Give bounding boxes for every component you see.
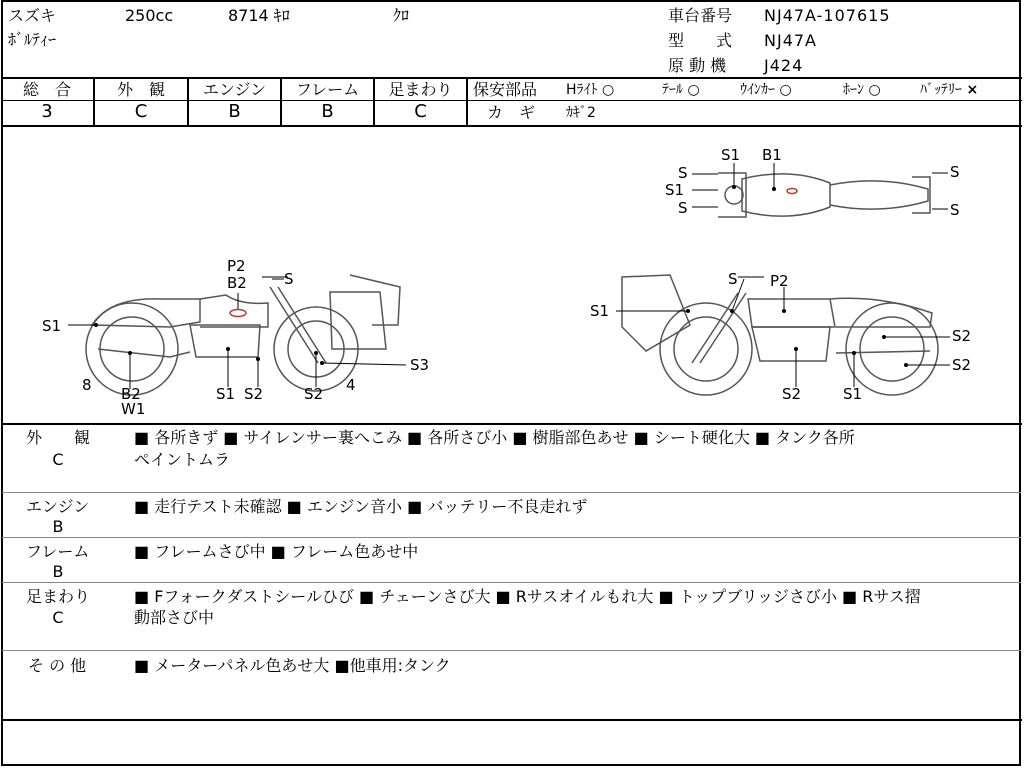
label-r-s: S bbox=[728, 270, 738, 288]
label-s1-low: S1 bbox=[216, 385, 236, 403]
grade-label-overall: 総 合 bbox=[22, 80, 71, 99]
label-s: S bbox=[284, 270, 294, 288]
label-r-s1-low: S1 bbox=[843, 385, 863, 403]
frame-no: NJ47A-107615 bbox=[764, 6, 891, 25]
remark-text-suspension-2: 動部さび中 bbox=[134, 608, 215, 627]
divider bbox=[1, 423, 1022, 425]
label-t-s-b: S bbox=[678, 199, 688, 217]
divider bbox=[2, 650, 1021, 651]
grade-value-engine: B bbox=[228, 101, 241, 122]
safety-winker: ｳｲﾝｶｰ ○ bbox=[740, 82, 792, 98]
label-t-s1: S1 bbox=[721, 146, 741, 164]
frame-no-label: 車台番号 bbox=[668, 6, 733, 25]
label-b2: B2 bbox=[227, 274, 247, 292]
remark-label-exterior: 外 観 bbox=[26, 428, 91, 447]
divider bbox=[466, 100, 1022, 101]
remark-grade-suspension: C bbox=[52, 608, 64, 627]
grade-label-frame: フレーム bbox=[295, 80, 360, 99]
label-s3: S3 bbox=[410, 356, 430, 374]
remark-grade-frame: B bbox=[52, 562, 64, 581]
grade-value-overall: 3 bbox=[41, 101, 53, 122]
grade-value-suspension: C bbox=[414, 101, 427, 122]
label-r-p2: P2 bbox=[770, 272, 789, 290]
remark-text-suspension: ■ Fフォークダストシールひび ■ チェーンさび大 ■ Rサスオイルもれ大 ■ トップブリッジさび小 ■ Rサス摺 bbox=[134, 587, 921, 606]
label-r-s2-b: S2 bbox=[952, 356, 972, 374]
grade-label-exterior: 外 観 bbox=[116, 80, 165, 99]
type-value: NJ47A bbox=[764, 31, 817, 50]
divider bbox=[2, 537, 1021, 538]
type-label: 型 式 bbox=[668, 31, 733, 50]
safety-battery: ﾊﾞｯﾃﾘｰ × bbox=[920, 82, 979, 98]
remark-label-engine: エンジン bbox=[26, 497, 90, 516]
top-tank-mark bbox=[787, 189, 797, 194]
label-t-s1-b: S1 bbox=[665, 181, 685, 199]
label-t-s-a: S bbox=[678, 164, 688, 182]
engine-label: 原 動 機 bbox=[668, 56, 727, 75]
grade-value-frame: B bbox=[321, 101, 334, 122]
label-r-s2-c: S2 bbox=[782, 385, 802, 403]
remark-label-other: そ の 他 bbox=[28, 656, 87, 675]
model-name: ﾎﾞﾙﾃｨｰ bbox=[8, 30, 57, 49]
divider bbox=[1, 77, 1022, 79]
label-p2: P2 bbox=[227, 257, 246, 275]
safety-horn: ﾎｰﾝ ○ bbox=[843, 82, 881, 98]
label-s2-a: S2 bbox=[244, 385, 264, 403]
remark-label-frame: フレーム bbox=[26, 542, 90, 561]
divider bbox=[466, 77, 468, 125]
label-t-s-d: S bbox=[950, 201, 960, 219]
remark-text-exterior: ■ 各所きず ■ サイレンサー裏へこみ ■ 各所さび小 ■ 樹脂部色あせ ■ シート硬化大 ■ タンク各所 bbox=[134, 428, 855, 447]
remark-text-other: ■ メーターパネル色あせ大 ■他車用:タンク bbox=[134, 656, 451, 675]
remark-label-suspension: 足まわり bbox=[26, 587, 91, 606]
tank-mark bbox=[230, 310, 246, 317]
label-s1: S1 bbox=[42, 317, 62, 335]
label-t-s-c: S bbox=[950, 163, 960, 181]
label-4: 4 bbox=[346, 376, 356, 394]
label-r-s1: S1 bbox=[590, 302, 610, 320]
label-r-s2-a: S2 bbox=[952, 327, 972, 345]
label-t-b1: B1 bbox=[762, 146, 782, 164]
safety-headlight: Hﾗｲﾄ ○ bbox=[566, 82, 615, 98]
color: ｸﾛ bbox=[393, 6, 410, 25]
label-w1: W1 bbox=[121, 400, 146, 418]
damage-diagram bbox=[0, 127, 1024, 423]
divider bbox=[1, 719, 1022, 721]
remark-grade-exterior: C bbox=[52, 450, 64, 469]
grade-value-exterior: C bbox=[134, 101, 148, 122]
divider bbox=[2, 492, 1021, 493]
remark-text-exterior-2: ペイントムラ bbox=[134, 450, 231, 469]
remark-grade-engine: B bbox=[52, 517, 64, 536]
remark-text-frame: ■ フレームさび中 ■ フレーム色あせ中 bbox=[134, 542, 419, 561]
key-value: ｶｷﾞ2 bbox=[566, 105, 596, 121]
grade-label-engine: エンジン bbox=[202, 80, 267, 99]
mileage: 8714 ｷﾛ bbox=[228, 6, 290, 25]
safety-taillight: ﾃｰﾙ ○ bbox=[662, 82, 700, 98]
maker: スズキ bbox=[8, 6, 57, 25]
label-s2-b: S2 bbox=[304, 385, 324, 403]
grade-label-suspension: 足まわり bbox=[388, 80, 453, 99]
divider bbox=[2, 582, 1021, 583]
displacement: 250cc bbox=[125, 6, 174, 25]
key-label: カ ギ bbox=[487, 103, 536, 122]
remark-text-engine: ■ 走行テスト未確認 ■ エンジン音小 ■ バッテリー不良走れず bbox=[134, 497, 588, 516]
label-b2-low: B2 bbox=[121, 385, 141, 403]
safety-label: 保安部品 bbox=[473, 80, 538, 99]
label-8: 8 bbox=[82, 376, 92, 394]
engine-value: J424 bbox=[764, 56, 804, 75]
